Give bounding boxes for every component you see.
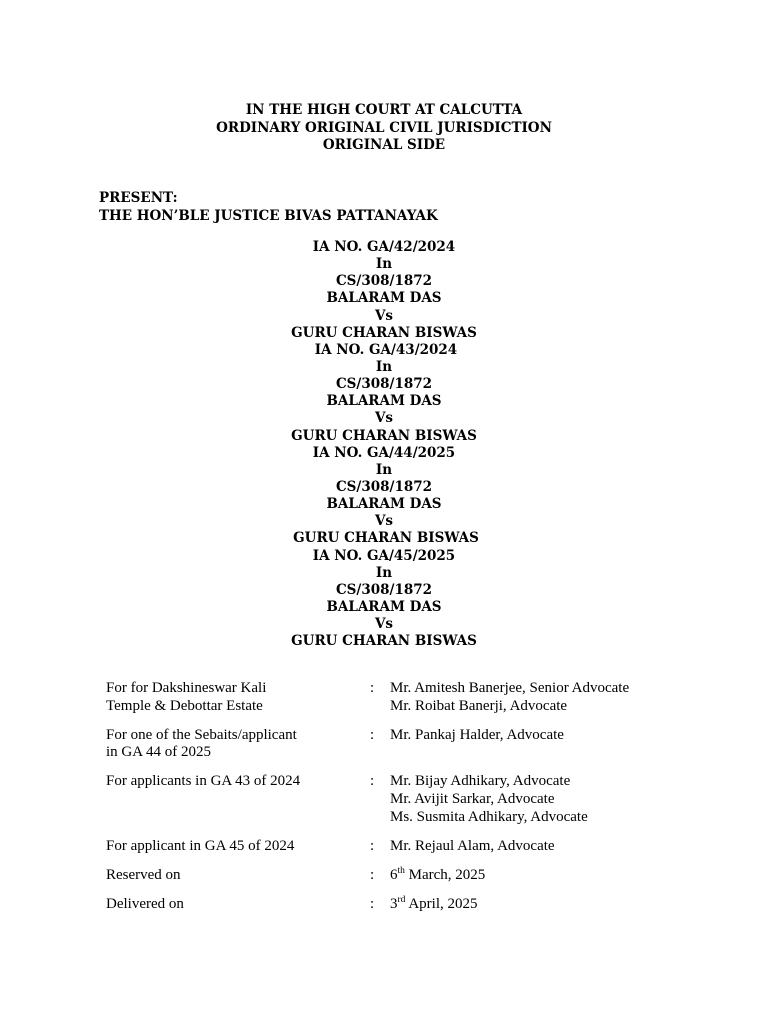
in-word: In (375, 358, 393, 375)
counsel-name: Mr. Rejaul Alam, Advocate (390, 837, 555, 854)
colon: : (370, 895, 375, 912)
counsel-list (390, 680, 629, 715)
appearance-row (106, 680, 629, 715)
in-word: In (375, 564, 393, 581)
date-ordinal: rd (397, 894, 406, 905)
colon: : (370, 680, 375, 696)
versus: Vs (374, 410, 394, 427)
case-block (0, 445, 768, 548)
suit-number: CS/308/1872 (335, 376, 433, 393)
present-label: PRESENT: (99, 190, 178, 206)
label-line: For for Dakshineswar Kali (106, 680, 267, 696)
appearance-label (106, 773, 370, 826)
appearance-row (106, 727, 629, 762)
colon: : (370, 726, 375, 743)
colon: : (370, 837, 375, 854)
delivered-date (390, 896, 478, 914)
appearance-label (106, 727, 370, 762)
in-word: In (375, 461, 393, 478)
suit-number: CS/308/1872 (335, 581, 433, 598)
counsel-list (390, 838, 555, 856)
appearance-label (106, 838, 370, 856)
delivered-row (106, 896, 629, 914)
colon: : (370, 866, 375, 883)
reserved-label: Reserved on (106, 866, 181, 883)
ia-number: IA NO. GA/42/2024 (312, 239, 456, 255)
versus: Vs (374, 513, 394, 530)
counsel-name: Mr. Bijay Adhikary, Advocate (390, 773, 571, 790)
jurisdiction: ORDINARY ORIGINAL CIVIL JURISDICTION (216, 119, 552, 136)
case-list (0, 239, 768, 650)
date-ordinal: th (397, 865, 405, 876)
plaintiff: BALARAM DAS (326, 290, 442, 307)
case-block (0, 239, 768, 342)
ia-number: IA NO. GA/44/2025 (312, 444, 456, 461)
defendant: GURU CHARAN BISWAS (291, 324, 477, 341)
counsel-name: Mr. Pankaj Halder, Advocate (390, 726, 564, 743)
date-day: 6 (390, 866, 398, 883)
counsel-list (390, 773, 588, 826)
court-header (0, 102, 768, 155)
present-block (99, 190, 438, 225)
plaintiff: BALARAM DAS (326, 496, 442, 513)
counsel-name: Mr. Amitesh Banerjee, Senior Advocate (390, 680, 630, 696)
appearance-label (106, 680, 370, 715)
appearance-row (106, 838, 629, 856)
case-block (0, 342, 768, 445)
ia-number: IA NO. GA/43/2024 (314, 341, 458, 358)
date-day: 3 (390, 895, 398, 912)
versus: Vs (374, 307, 394, 324)
date-month-year: April, 2025 (405, 895, 478, 912)
case-block (0, 548, 768, 651)
court-name: IN THE HIGH COURT AT CALCUTTA (245, 102, 523, 118)
reserved-date (390, 867, 485, 885)
colon: : (370, 773, 375, 790)
defendant: GURU CHARAN BISWAS (291, 633, 477, 650)
counsel-name: Ms. Susmita Adhikary, Advocate (390, 808, 588, 825)
ia-number: IA NO. GA/45/2025 (312, 547, 456, 564)
versus: Vs (374, 616, 394, 633)
plaintiff: BALARAM DAS (326, 393, 442, 410)
label-line: Temple & Debottar Estate (106, 697, 263, 714)
date-month-year: March, 2025 (404, 866, 486, 883)
plaintiff: BALARAM DAS (326, 598, 442, 615)
defendant: GURU CHARAN BISWAS (293, 530, 479, 547)
reserved-row (106, 867, 629, 885)
counsel-name: Mr. Avijit Sarkar, Advocate (390, 790, 555, 807)
side: ORIGINAL SIDE (322, 137, 446, 153)
appearance-row (106, 773, 629, 826)
in-word: In (375, 256, 393, 273)
judge-name: THE HON’BLE JUSTICE BIVAS PATTANAYAK (99, 207, 438, 224)
counsel-list (390, 727, 564, 762)
appearances-table (106, 680, 629, 925)
defendant: GURU CHARAN BISWAS (291, 427, 477, 444)
suit-number: CS/308/1872 (335, 273, 433, 290)
label-line: in GA 44 of 2025 (106, 744, 211, 761)
delivered-label: Delivered on (106, 895, 184, 912)
label-line: For one of the Sebaits/applicant (106, 726, 297, 743)
suit-number: CS/308/1872 (335, 478, 433, 495)
label-line: For applicant in GA 45 of 2024 (106, 837, 295, 854)
label-line: For applicants in GA 43 of 2024 (106, 773, 301, 790)
counsel-name: Mr. Roibat Banerji, Advocate (390, 697, 568, 714)
